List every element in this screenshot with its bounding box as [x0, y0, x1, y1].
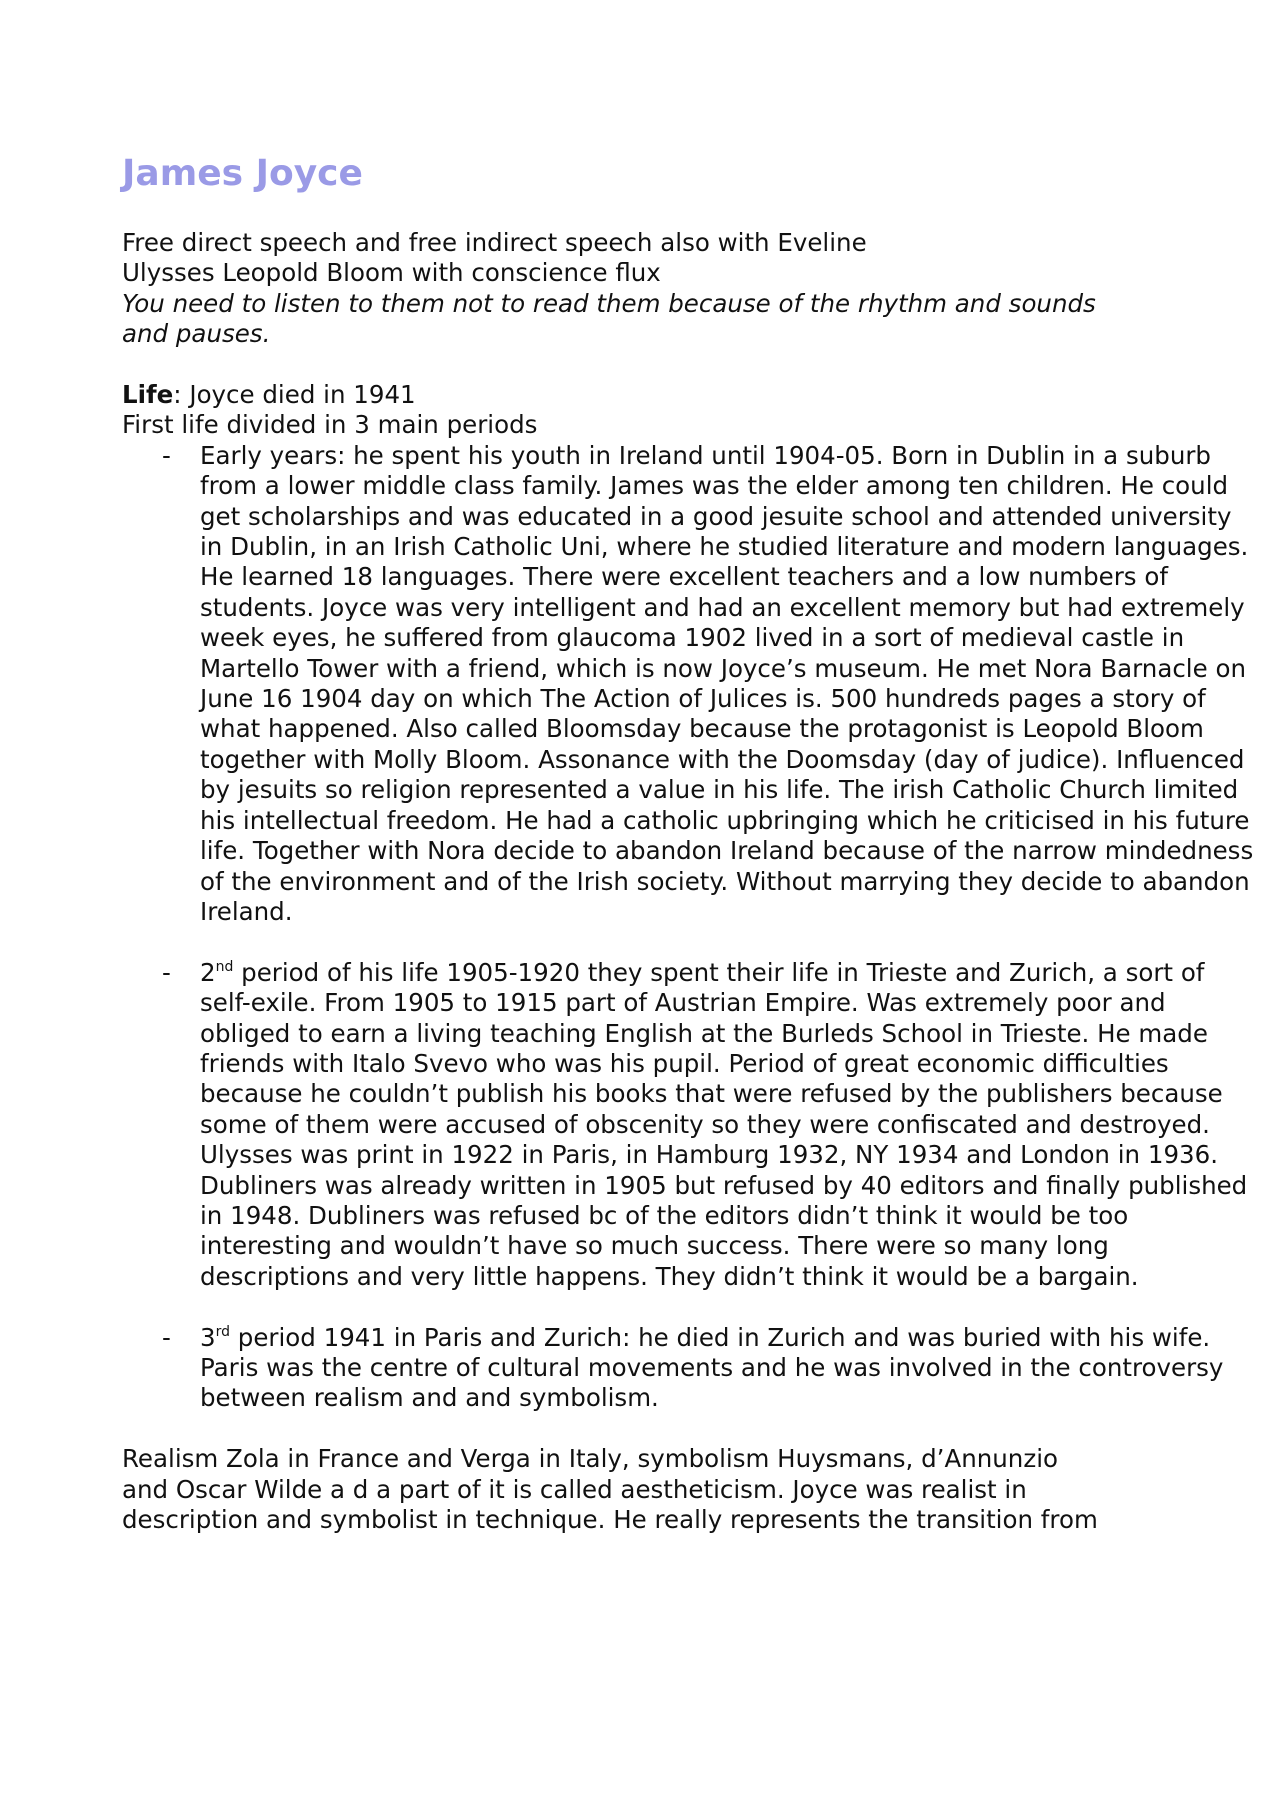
list-dash: -: [162, 957, 171, 987]
intro-italic-line: and pauses.: [122, 319, 271, 349]
list-dash: -: [162, 1322, 171, 1352]
spacer: [122, 927, 1182, 957]
intro-line: Free direct speech and free indirect speech also with Eveline: [122, 228, 867, 257]
closing-line: Realism Zola in France and Verga in Italy, symbolism Huysmans, d’Annunzio: [122, 1444, 1058, 1474]
period-2-number: 2: [200, 957, 216, 987]
period-3-text: [200, 1323, 1258, 1414]
spacer: [122, 350, 1182, 380]
period-3-suffix: rd: [215, 1323, 230, 1340]
period-3-body: period 1941 in Paris and Zurich: he died in Zurich and was buried with his wife. Paris was the centre of cultural movements and he was involved in the controversy between realism and and symbolism.: [200, 1322, 1224, 1413]
list-item-period-2: [122, 958, 1258, 1292]
document-body: [122, 228, 1254, 1535]
life-heading: [122, 380, 1182, 410]
list-item-period-3: [122, 1323, 1258, 1414]
life-label: Life: [122, 380, 174, 410]
period-3-number: 3: [200, 1322, 216, 1352]
intro-line: Ulysses Leopold Bloom with conscience flux: [122, 258, 661, 288]
list-dash: -: [162, 440, 171, 470]
spacer: [122, 1292, 1182, 1322]
list-item-period-1: [122, 441, 1258, 928]
period-2-body: period of his life 1905-1920 they spent their life in Trieste and Zurich, a sort of self-exile. From 1905 to 1915 part of Austrian Empire. Was extremely poor and obliged to earn a living teaching English at the Burleds School in Trieste. He made friends with Italo Svevo who was his pupil. Period of great economic difficulties because he couldn’t publish his books that were refused by the publishers because some of them were accused of obscenity so they were confiscated and destroyed. Ulysses was print in 1922 in Paris, in Hamburg 1932, NY 1934 and London in 1936. Dubliners was already written in 1905 but refused by 40 editors and finally published in 1948. Dubliners was refused bc of the editors didn’t think it would be too interesting and wouldn’t have so much success. There were so many long descriptions and very little happens. They didn’t think it would be a bargain.: [200, 957, 1248, 1291]
closing-line: and Oscar Wilde a d a part of it is called aestheticism. Joyce was realist in: [122, 1474, 1027, 1504]
intro-italic-line: You need to listen to them not to read them because of the rhythm and sounds: [122, 288, 1096, 318]
spacer: [122, 1414, 1182, 1444]
life-heading-rest: : Joyce died in 1941: [173, 380, 416, 410]
period-2-suffix: nd: [215, 958, 234, 975]
page-title: James Joyce: [122, 153, 363, 194]
period-1-text: Early years: he spent his youth in Ireland until 1904-05. Born in Dublin in a suburb from a lower middle class family. James was the elder among ten children. He could get scholarships and was educated in a good jesuite school and attended university in Dublin, in an Irish Catholic Uni, where he studied literature and modern languages. He learned 18 languages. There were excellent teachers and a low numbers of students. Joyce was very intelligent and had an excellent memory but had extremely week eyes, he suffered from glaucoma 1902 lived in a sort of medieval castle in Martello Tower with a friend, which is now Joyce’s museum. He met Nora Barnacle on June 16 1904 day on which The Action of Julices is. 500 hundreds pages a story of what happened. Also called Bloomsday because the protagonist is Leopold Bloom together with Molly Bloom. Assonance with the Doomsday (day of judice). Influenced by jesuits so religion represented a value in his life. The irish Catholic Church limited his intellectual freedom. He had a catholic upbringing which he criticised in his future life. Together with Nora decide to abandon Ireland because of the narrow mindedness of the environment and of the Irish society. Without marrying they decide to abandon Ireland.: [200, 440, 1254, 926]
period-2-text: [200, 958, 1258, 1292]
closing-line: description and symbolist in technique. He really represents the transition from: [122, 1505, 1098, 1534]
periods-intro: First life divided in 3 main periods: [122, 410, 538, 440]
